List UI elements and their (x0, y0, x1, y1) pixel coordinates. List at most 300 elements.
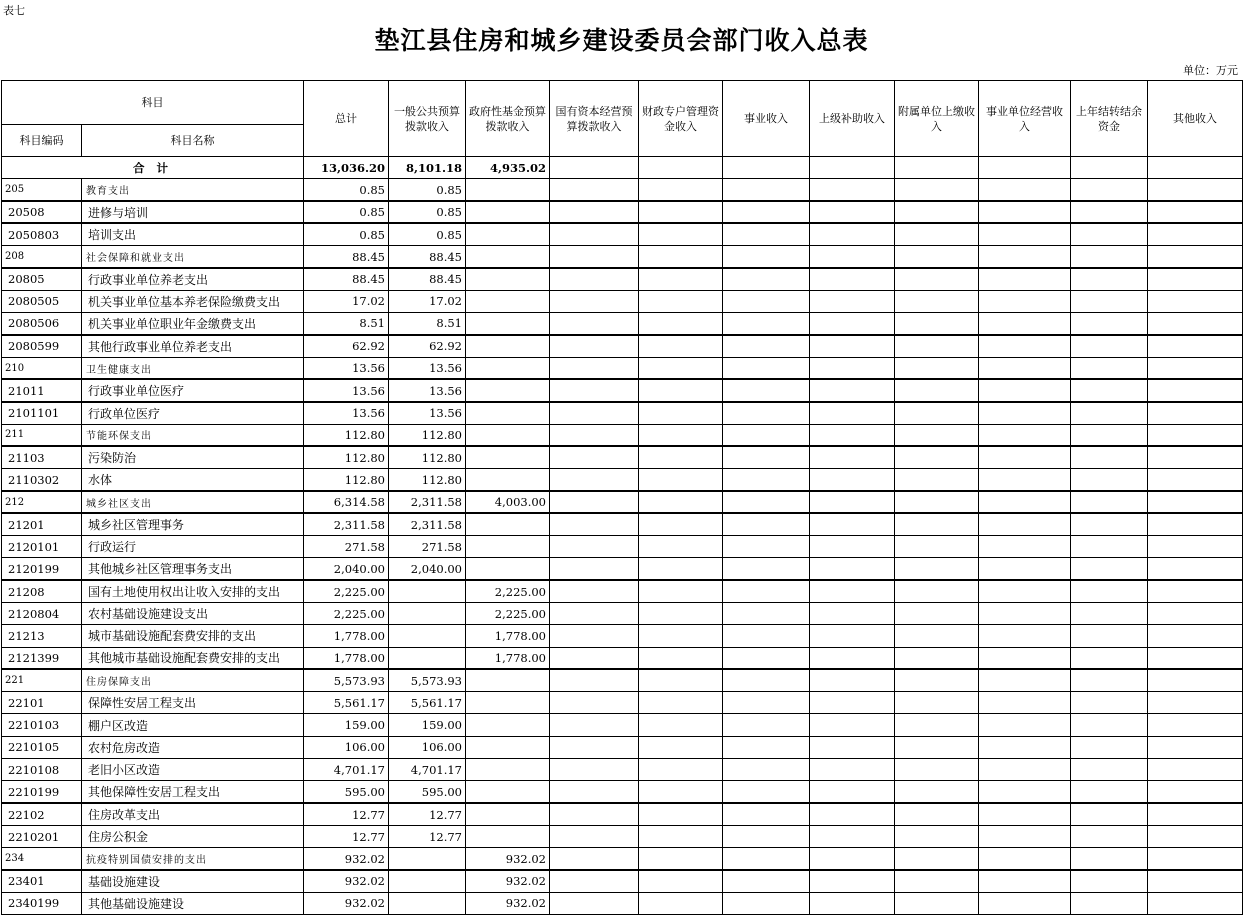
subject-code: 2210108 (2, 759, 82, 781)
amount-cell (389, 870, 466, 892)
table-row (2, 179, 1243, 201)
amount-cell: 106.00 (304, 736, 389, 758)
amount-cell (466, 736, 550, 758)
empty-cell (895, 625, 979, 647)
income-summary-table (1, 80, 1243, 915)
amount-cell: 932.02 (466, 892, 550, 914)
empty-cell (979, 313, 1071, 335)
empty-cell (895, 892, 979, 914)
amount-cell: 62.92 (389, 335, 466, 357)
amount-cell: 2,225.00 (304, 580, 389, 602)
amount-cell: 2,311.58 (304, 513, 389, 535)
empty-cell (895, 669, 979, 691)
subject-name: 国有土地使用权出让收入安排的支出 (82, 580, 304, 602)
empty-cell (639, 201, 723, 223)
empty-cell (1148, 825, 1243, 847)
empty-cell (550, 580, 639, 602)
amount-cell: 5,561.17 (304, 692, 389, 714)
amount-cell (466, 201, 550, 223)
subject-code: 205 (2, 179, 82, 201)
empty-cell (723, 803, 810, 825)
subject-code: 221 (2, 669, 82, 691)
empty-cell (723, 357, 810, 379)
amount-cell: 17.02 (389, 290, 466, 312)
amount-cell (466, 536, 550, 558)
empty-cell (979, 335, 1071, 357)
subject-code: 21208 (2, 580, 82, 602)
amount-cell: 5,573.93 (304, 669, 389, 691)
empty-cell (895, 335, 979, 357)
amount-cell: 4,003.00 (466, 491, 550, 513)
subject-code: 2120804 (2, 602, 82, 624)
subject-name: 社会保障和就业支出 (82, 246, 304, 268)
total-cell: 13,036.20 (304, 157, 389, 179)
empty-cell (723, 580, 810, 602)
subject-code: 2101101 (2, 402, 82, 424)
empty-cell (1148, 290, 1243, 312)
empty-cell (1071, 892, 1148, 914)
subject-name: 其他基础设施建设 (82, 892, 304, 914)
subject-name: 教育支出 (82, 179, 304, 201)
empty-cell (1148, 602, 1243, 624)
subject-code: 20508 (2, 201, 82, 223)
empty-cell (979, 736, 1071, 758)
amount-cell: 1,778.00 (466, 647, 550, 669)
amount-cell (389, 647, 466, 669)
table-row (2, 558, 1243, 580)
empty-cell (550, 379, 639, 401)
empty-cell (810, 290, 895, 312)
empty-cell (895, 759, 979, 781)
empty-cell (639, 268, 723, 290)
subject-code: 2210201 (2, 825, 82, 847)
empty-cell (979, 580, 1071, 602)
amount-cell: 12.77 (304, 825, 389, 847)
amount-cell (466, 469, 550, 491)
table-row (2, 335, 1243, 357)
empty-cell (723, 424, 810, 446)
empty-cell (979, 268, 1071, 290)
empty-cell (639, 246, 723, 268)
amount-cell (466, 246, 550, 268)
empty-cell (810, 825, 895, 847)
empty-cell (639, 870, 723, 892)
empty-cell (723, 402, 810, 424)
empty-cell (810, 491, 895, 513)
table-row (2, 402, 1243, 424)
empty-cell (1071, 848, 1148, 870)
empty-cell (550, 759, 639, 781)
amount-cell (389, 892, 466, 914)
empty-cell (895, 268, 979, 290)
total-cell (895, 157, 979, 179)
empty-cell (723, 179, 810, 201)
empty-cell (550, 469, 639, 491)
empty-cell (979, 870, 1071, 892)
empty-cell (1148, 246, 1243, 268)
empty-cell (723, 201, 810, 223)
amount-cell: 12.77 (389, 825, 466, 847)
subject-name: 老旧小区改造 (82, 759, 304, 781)
empty-cell (1071, 424, 1148, 446)
empty-cell (895, 580, 979, 602)
empty-cell (639, 848, 723, 870)
empty-cell (639, 513, 723, 535)
empty-cell (639, 602, 723, 624)
empty-cell (723, 759, 810, 781)
empty-cell (639, 781, 723, 803)
amount-cell: 88.45 (389, 268, 466, 290)
empty-cell (1148, 558, 1243, 580)
empty-cell (810, 536, 895, 558)
amount-cell: 13.56 (304, 379, 389, 401)
empty-cell (979, 379, 1071, 401)
empty-cell (1148, 357, 1243, 379)
table-body (2, 157, 1243, 915)
amount-cell: 932.02 (304, 870, 389, 892)
amount-cell (466, 825, 550, 847)
table-header (2, 81, 1243, 157)
empty-cell (895, 290, 979, 312)
empty-cell (1071, 402, 1148, 424)
empty-cell (550, 736, 639, 758)
amount-cell: 17.02 (304, 290, 389, 312)
empty-cell (979, 781, 1071, 803)
amount-cell: 932.02 (466, 848, 550, 870)
empty-cell (723, 335, 810, 357)
amount-cell: 88.45 (304, 268, 389, 290)
empty-cell (1071, 669, 1148, 691)
empty-cell (550, 692, 639, 714)
amount-cell (466, 290, 550, 312)
empty-cell (639, 402, 723, 424)
amount-cell: 1,778.00 (304, 647, 389, 669)
table-row (2, 446, 1243, 468)
empty-cell (639, 491, 723, 513)
subject-name: 其他行政事业单位养老支出 (82, 335, 304, 357)
empty-cell (550, 513, 639, 535)
subject-code: 2080506 (2, 313, 82, 335)
empty-cell (723, 870, 810, 892)
subject-name: 其他城市基础设施配套费安排的支出 (82, 647, 304, 669)
total-cell (810, 157, 895, 179)
empty-cell (810, 892, 895, 914)
empty-cell (895, 469, 979, 491)
amount-cell: 595.00 (304, 781, 389, 803)
empty-cell (979, 179, 1071, 201)
empty-cell (1148, 201, 1243, 223)
amount-cell: 5,573.93 (389, 669, 466, 691)
empty-cell (895, 446, 979, 468)
amount-cell: 13.56 (389, 357, 466, 379)
empty-cell (810, 424, 895, 446)
empty-cell (979, 803, 1071, 825)
empty-cell (895, 781, 979, 803)
empty-cell (1071, 446, 1148, 468)
empty-cell (1071, 201, 1148, 223)
amount-cell (466, 446, 550, 468)
empty-cell (1071, 692, 1148, 714)
amount-cell: 2,040.00 (304, 558, 389, 580)
subject-code: 22102 (2, 803, 82, 825)
empty-cell (723, 536, 810, 558)
amount-cell: 112.80 (389, 424, 466, 446)
empty-cell (550, 446, 639, 468)
col-header-general-budget: 一般公共预算拨款收入 (389, 81, 466, 157)
amount-cell (466, 781, 550, 803)
empty-cell (979, 625, 1071, 647)
empty-cell (1071, 714, 1148, 736)
table-row (2, 848, 1243, 870)
amount-cell: 2,311.58 (389, 491, 466, 513)
empty-cell (723, 246, 810, 268)
amount-cell (466, 402, 550, 424)
empty-cell (723, 892, 810, 914)
empty-cell (979, 602, 1071, 624)
empty-cell (550, 246, 639, 268)
table-row (2, 379, 1243, 401)
amount-cell: 2,225.00 (466, 580, 550, 602)
empty-cell (723, 469, 810, 491)
empty-cell (810, 402, 895, 424)
empty-cell (979, 424, 1071, 446)
empty-cell (1148, 803, 1243, 825)
empty-cell (1071, 536, 1148, 558)
empty-cell (979, 201, 1071, 223)
table-row (2, 246, 1243, 268)
amount-cell: 112.80 (389, 446, 466, 468)
amount-cell: 112.80 (304, 469, 389, 491)
empty-cell (1148, 736, 1243, 758)
empty-cell (639, 625, 723, 647)
amount-cell: 932.02 (304, 848, 389, 870)
empty-cell (1071, 268, 1148, 290)
subject-name: 其他城乡社区管理事务支出 (82, 558, 304, 580)
empty-cell (895, 201, 979, 223)
subject-code: 2120101 (2, 536, 82, 558)
subject-name: 机关事业单位基本养老保险缴费支出 (82, 290, 304, 312)
empty-cell (895, 692, 979, 714)
subject-name: 城乡社区管理事务 (82, 513, 304, 535)
empty-cell (723, 647, 810, 669)
empty-cell (810, 759, 895, 781)
subject-header: 科目 (2, 81, 304, 125)
empty-cell (1071, 290, 1148, 312)
empty-cell (810, 313, 895, 335)
empty-cell (810, 223, 895, 245)
empty-cell (723, 558, 810, 580)
col-header-gov-fund: 政府性基金预算拨款收入 (466, 81, 550, 157)
amount-cell: 2,225.00 (304, 602, 389, 624)
empty-cell (1071, 647, 1148, 669)
empty-cell (895, 379, 979, 401)
empty-cell (810, 379, 895, 401)
empty-cell (895, 513, 979, 535)
empty-cell (723, 669, 810, 691)
amount-cell: 271.58 (389, 536, 466, 558)
empty-cell (639, 424, 723, 446)
empty-cell (1071, 825, 1148, 847)
empty-cell (979, 759, 1071, 781)
amount-cell: 12.77 (389, 803, 466, 825)
subject-name: 卫生健康支出 (82, 357, 304, 379)
empty-cell (1071, 379, 1148, 401)
empty-cell (1148, 759, 1243, 781)
empty-cell (895, 825, 979, 847)
table-row (2, 825, 1243, 847)
empty-cell (979, 513, 1071, 535)
col-header-total: 总计 (304, 81, 389, 157)
empty-cell (895, 246, 979, 268)
empty-cell (810, 179, 895, 201)
empty-cell (810, 201, 895, 223)
code-header: 科目编码 (2, 125, 82, 157)
empty-cell (810, 446, 895, 468)
table-row (2, 290, 1243, 312)
table-row (2, 759, 1243, 781)
amount-cell: 8.51 (389, 313, 466, 335)
amount-cell: 13.56 (389, 379, 466, 401)
empty-cell (979, 402, 1071, 424)
empty-cell (639, 803, 723, 825)
subject-name: 农村基础设施建设支出 (82, 602, 304, 624)
empty-cell (723, 491, 810, 513)
empty-cell (639, 558, 723, 580)
subject-name: 保障性安居工程支出 (82, 692, 304, 714)
subject-name: 水体 (82, 469, 304, 491)
empty-cell (639, 313, 723, 335)
empty-cell (723, 268, 810, 290)
empty-cell (1148, 313, 1243, 335)
amount-cell: 159.00 (304, 714, 389, 736)
empty-cell (723, 781, 810, 803)
empty-cell (550, 848, 639, 870)
empty-cell (550, 647, 639, 669)
table-row (2, 491, 1243, 513)
subject-name: 机关事业单位职业年金缴费支出 (82, 313, 304, 335)
subject-code: 2080505 (2, 290, 82, 312)
amount-cell (466, 379, 550, 401)
amount-cell (389, 625, 466, 647)
empty-cell (810, 580, 895, 602)
empty-cell (639, 179, 723, 201)
amount-cell: 2,040.00 (389, 558, 466, 580)
amount-cell (389, 602, 466, 624)
empty-cell (979, 692, 1071, 714)
amount-cell: 595.00 (389, 781, 466, 803)
col-header-business-income: 事业收入 (723, 81, 810, 157)
empty-cell (639, 335, 723, 357)
empty-cell (550, 892, 639, 914)
amount-cell (466, 313, 550, 335)
table-row (2, 892, 1243, 914)
subject-code: 2050803 (2, 223, 82, 245)
amount-cell (466, 759, 550, 781)
empty-cell (895, 848, 979, 870)
amount-cell: 0.85 (304, 223, 389, 245)
empty-cell (810, 781, 895, 803)
amount-cell (466, 424, 550, 446)
subject-name: 行政事业单位医疗 (82, 379, 304, 401)
empty-cell (979, 714, 1071, 736)
empty-cell (1148, 379, 1243, 401)
empty-cell (723, 825, 810, 847)
subject-name: 住房保障支出 (82, 669, 304, 691)
empty-cell (979, 558, 1071, 580)
amount-cell: 4,701.17 (389, 759, 466, 781)
amount-cell: 88.45 (389, 246, 466, 268)
empty-cell (639, 469, 723, 491)
empty-cell (723, 379, 810, 401)
subject-code: 23401 (2, 870, 82, 892)
amount-cell: 0.85 (304, 201, 389, 223)
empty-cell (810, 335, 895, 357)
subject-name: 培训支出 (82, 223, 304, 245)
total-cell (639, 157, 723, 179)
empty-cell (723, 602, 810, 624)
empty-cell (639, 692, 723, 714)
table-row (2, 714, 1243, 736)
empty-cell (979, 491, 1071, 513)
amount-cell (389, 580, 466, 602)
empty-cell (1148, 513, 1243, 535)
amount-cell (466, 335, 550, 357)
amount-cell: 13.56 (389, 402, 466, 424)
amount-cell: 13.56 (304, 402, 389, 424)
empty-cell (810, 803, 895, 825)
empty-cell (895, 714, 979, 736)
amount-cell (466, 513, 550, 535)
empty-cell (895, 402, 979, 424)
empty-cell (810, 558, 895, 580)
amount-cell: 106.00 (389, 736, 466, 758)
subject-code: 2210103 (2, 714, 82, 736)
empty-cell (979, 848, 1071, 870)
empty-cell (723, 848, 810, 870)
amount-cell: 62.92 (304, 335, 389, 357)
amount-cell: 271.58 (304, 536, 389, 558)
empty-cell (810, 625, 895, 647)
empty-cell (1071, 625, 1148, 647)
amount-cell: 13.56 (304, 357, 389, 379)
amount-cell (466, 223, 550, 245)
col-header-special-account: 财政专户管理资金收入 (639, 81, 723, 157)
empty-cell (1071, 870, 1148, 892)
empty-cell (895, 424, 979, 446)
total-cell (1148, 157, 1243, 179)
amount-cell: 0.85 (389, 223, 466, 245)
empty-cell (1148, 536, 1243, 558)
empty-cell (1148, 223, 1243, 245)
empty-cell (1071, 602, 1148, 624)
amount-cell: 2,311.58 (389, 513, 466, 535)
empty-cell (810, 714, 895, 736)
empty-cell (895, 647, 979, 669)
empty-cell (723, 625, 810, 647)
col-header-affiliate-payment: 附属单位上缴收入 (895, 81, 979, 157)
amount-cell (466, 558, 550, 580)
empty-cell (1148, 580, 1243, 602)
subject-code: 2080599 (2, 335, 82, 357)
table-row (2, 669, 1243, 691)
col-header-operating-income: 事业单位经营收入 (979, 81, 1071, 157)
subject-name: 行政事业单位养老支出 (82, 268, 304, 290)
empty-cell (550, 357, 639, 379)
empty-cell (1148, 469, 1243, 491)
subject-code: 20805 (2, 268, 82, 290)
amount-cell (466, 714, 550, 736)
subject-name: 抗疫特别国债安排的支出 (82, 848, 304, 870)
